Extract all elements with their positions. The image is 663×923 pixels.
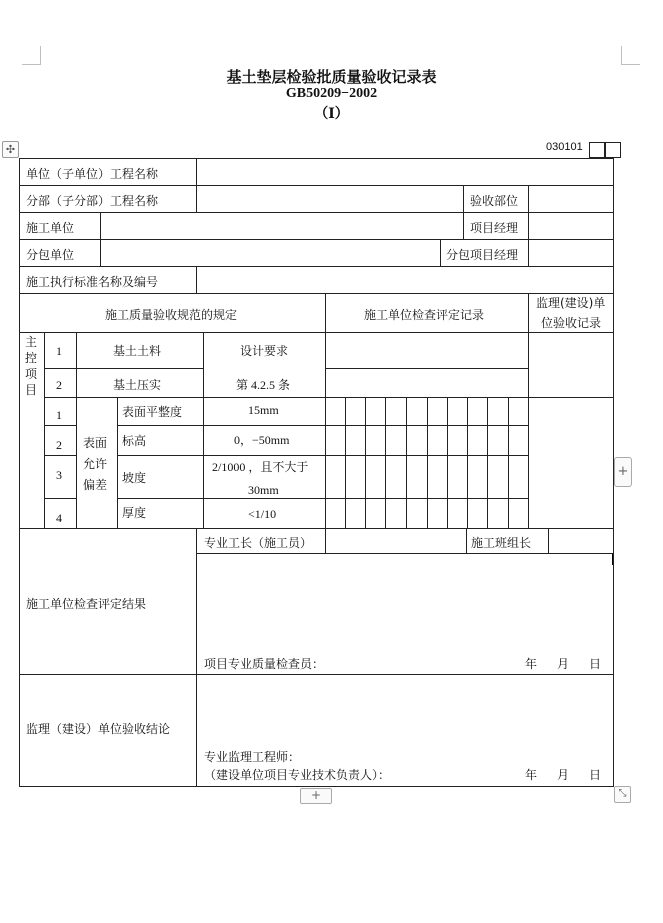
project-manager-label: 项目经理	[470, 221, 519, 235]
document-title: 基土垫层检验批质量验收记录表	[226, 68, 437, 86]
row-number: 2	[56, 438, 62, 452]
contractor-field[interactable]	[102, 214, 461, 238]
sub-project-manager-label: 分包项目经理	[446, 248, 519, 262]
row-number: 1	[56, 408, 62, 422]
document-section: （Ⅰ）	[314, 107, 349, 122]
item-name: 标高	[122, 434, 147, 448]
item-value: 2/1000 ，且不大于	[212, 460, 309, 474]
main-control-group-char: 项	[24, 367, 37, 381]
supervisor-conclusion-label: 监理（建设）单位验收结论	[26, 722, 171, 736]
item-value: 15mm	[248, 403, 279, 417]
foreman-label: 专业工长（施工员）	[204, 536, 313, 550]
table-resize-icon[interactable]: ⤡	[614, 786, 631, 803]
division-name-field[interactable]	[198, 187, 461, 211]
engineer-label: 专业监理工程师：	[204, 750, 301, 764]
date-year: 年	[525, 768, 538, 782]
tolerance-group-label: 表面	[83, 436, 108, 450]
date-month: 月	[557, 768, 570, 782]
main-control-group-char: 主	[24, 335, 37, 349]
supervisor-record-header: 监理(建设)单	[536, 296, 606, 310]
item-requirement: 第 4.2.5 条	[236, 378, 291, 392]
item-name: 基土土料	[113, 344, 162, 358]
date-year: 年	[525, 657, 538, 671]
row-number: 3	[56, 468, 62, 482]
add-row-plus-icon[interactable]: +	[300, 788, 332, 804]
item-value: <1/10	[248, 507, 277, 521]
subcontractor-label: 分包单位	[26, 248, 75, 262]
row-number: 1	[56, 344, 62, 358]
main-control-group-char: 控	[24, 351, 37, 365]
team-leader-field[interactable]	[550, 530, 611, 552]
row-number: 4	[56, 511, 62, 525]
standard-label: 施工执行标准名称及编号	[26, 275, 159, 289]
add-column-plus-icon[interactable]: +	[614, 457, 632, 487]
inspector-label: 项目专业质量检查员：	[204, 657, 325, 671]
foreman-field[interactable]	[327, 530, 464, 552]
tolerance-group-label: 偏差	[83, 478, 108, 492]
main-control-group-char: 目	[24, 383, 37, 397]
contractor-result-field[interactable]	[198, 555, 611, 650]
project-manager-field[interactable]	[530, 214, 611, 238]
tolerance-group-label: 允许	[83, 457, 108, 471]
supervisor-record-header: 位验收记录	[541, 316, 602, 330]
item-name: 厚度	[122, 506, 147, 520]
form-code: 030101	[546, 141, 583, 153]
document-standard: GB50209−2002	[285, 86, 378, 101]
spec-header: 施工质量验收规范的规定	[105, 308, 238, 322]
item-name: 基土压实	[113, 378, 162, 392]
contractor-record-header: 施工单位检查评定记录	[364, 308, 485, 322]
date-day: 日	[589, 657, 602, 671]
table-move-icon[interactable]: ✣	[2, 141, 19, 158]
code-checkbox[interactable]	[605, 142, 621, 158]
acceptance-part-field[interactable]	[530, 187, 611, 211]
unit-name-label: 单位（子单位）工程名称	[26, 167, 159, 181]
item-name: 坡度	[122, 471, 147, 485]
date-month: 月	[557, 657, 570, 671]
standard-field[interactable]	[198, 268, 611, 292]
unit-name-field[interactable]	[198, 160, 611, 184]
item-requirement: 设计要求	[240, 344, 289, 358]
owner-rep-label: （建设单位项目专业技术负责人）：	[204, 768, 391, 782]
division-name-label: 分部（子分部）工程名称	[26, 194, 159, 208]
code-checkbox[interactable]	[589, 142, 605, 158]
subcontractor-field[interactable]	[102, 241, 438, 265]
page-corner-mark	[22, 46, 41, 65]
supervisor-conclusion-field[interactable]	[198, 676, 611, 746]
row-number: 2	[56, 378, 62, 392]
page-corner-mark	[621, 46, 640, 65]
team-leader-label: 施工班组长	[471, 536, 532, 550]
main-control-group-label	[24, 334, 38, 398]
contractor-label: 施工单位	[26, 221, 75, 235]
contractor-result-label: 施工单位检查评定结果	[26, 597, 147, 611]
sub-project-manager-field[interactable]	[530, 241, 611, 265]
item-value: 0，−50mm	[234, 433, 290, 447]
item-value: 30mm	[248, 483, 279, 497]
date-day: 日	[589, 768, 602, 782]
acceptance-part-label: 验收部位	[470, 194, 519, 208]
item-name: 表面平整度	[122, 405, 183, 419]
